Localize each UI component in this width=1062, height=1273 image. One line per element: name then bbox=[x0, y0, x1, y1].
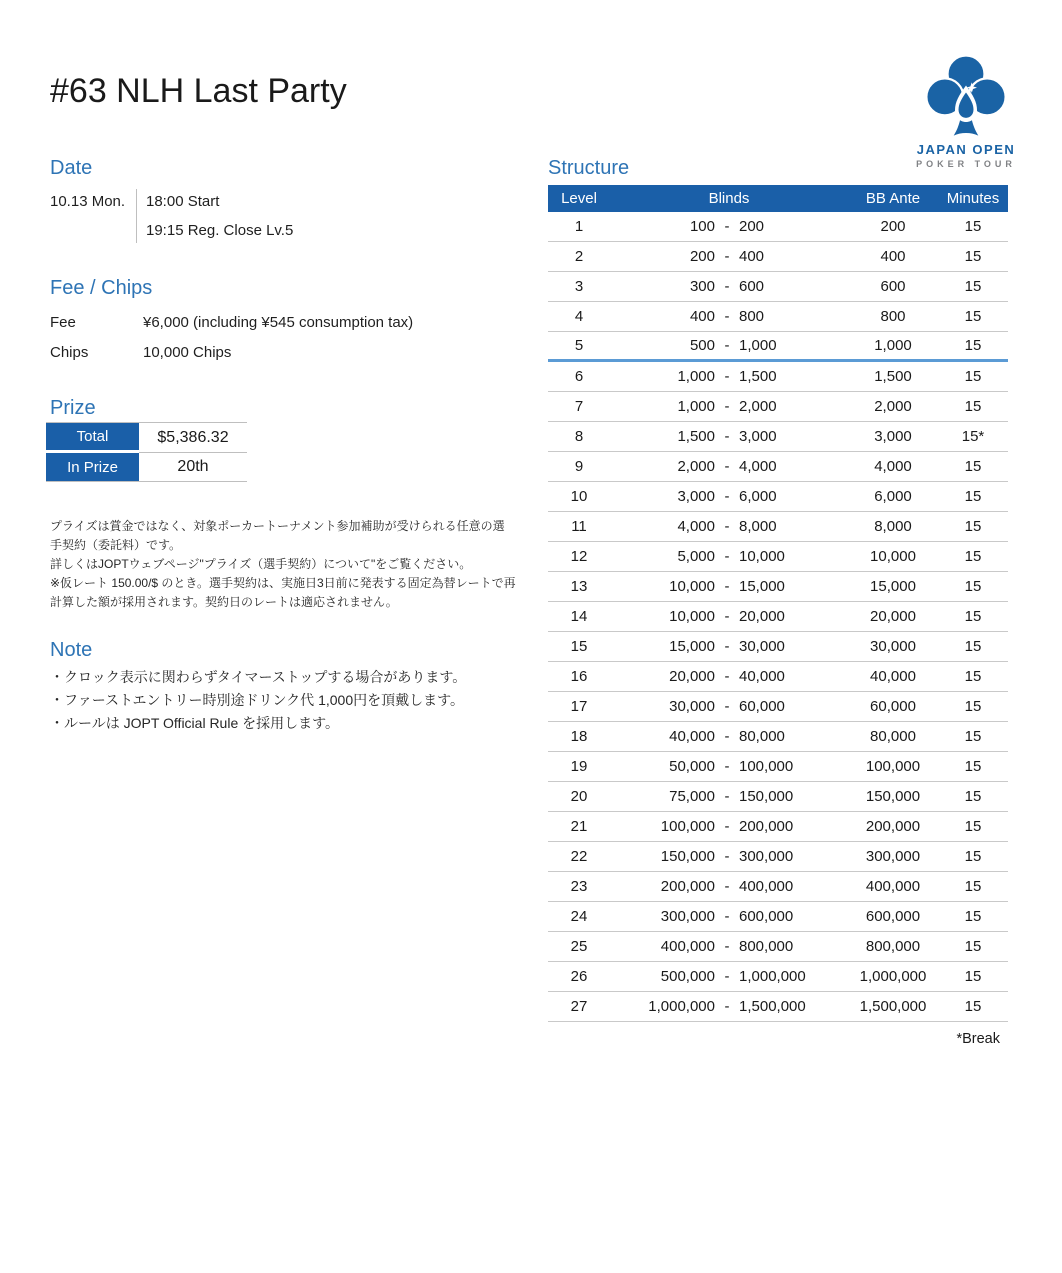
minutes-cell: 15 bbox=[964, 518, 982, 535]
blinds-cell bbox=[610, 968, 848, 985]
bb-value: 3,000 bbox=[739, 428, 777, 445]
ante-cell: 100,000 bbox=[865, 758, 921, 775]
ante-cell: 800,000 bbox=[865, 938, 921, 955]
note-item: ・ルールは JOPT Official Rule を採用します。 bbox=[50, 715, 340, 731]
blinds-cell bbox=[610, 308, 848, 325]
ante-cell: 200 bbox=[880, 218, 906, 235]
sb-value: 10,000 bbox=[669, 608, 715, 625]
minutes-cell: 15 bbox=[964, 818, 982, 835]
blinds-dash: - bbox=[724, 668, 730, 685]
table-row bbox=[548, 752, 1008, 782]
table-row bbox=[548, 572, 1008, 602]
bb-value: 400,000 bbox=[739, 878, 794, 895]
disclaimer-paragraph: 詳しくはJOPTウェブページ"プライズ（選手契約）について"をご覧ください。 bbox=[50, 557, 472, 571]
table-row bbox=[548, 842, 1008, 872]
table-row bbox=[548, 812, 1008, 842]
blinds-cell bbox=[610, 218, 848, 235]
blinds-dash: - bbox=[724, 938, 730, 955]
table-row bbox=[548, 992, 1008, 1022]
sb-value: 20,000 bbox=[669, 668, 715, 685]
level-cell: 23 bbox=[570, 878, 588, 895]
blinds-dash: - bbox=[724, 548, 730, 565]
ante-cell: 60,000 bbox=[870, 698, 916, 715]
table-row bbox=[548, 302, 1008, 332]
note-item: ・クロック表示に関わらずタイマーストップする場合があります。 bbox=[50, 669, 467, 685]
level-cell: 16 bbox=[570, 668, 588, 685]
level-cell: 21 bbox=[570, 818, 588, 835]
blinds-cell bbox=[610, 788, 848, 805]
level-cell: 20 bbox=[570, 788, 588, 805]
level-cell: 5 bbox=[574, 337, 584, 354]
sb-value: 10,000 bbox=[669, 578, 715, 595]
ante-cell: 10,000 bbox=[870, 548, 916, 565]
bb-value: 100,000 bbox=[739, 758, 794, 775]
disclaimer-paragraph: ※仮レート 150.00/$ のとき。選手契約は、実施日3日前に発表する固定為替レートで再計算した額が採用されます。契約日のレートは適応されません。 bbox=[50, 576, 516, 609]
blinds-cell bbox=[610, 548, 848, 565]
minutes-cell: 15 bbox=[964, 248, 982, 265]
blinds-dash: - bbox=[724, 308, 730, 325]
blinds-cell bbox=[610, 488, 848, 505]
bb-value: 30,000 bbox=[739, 638, 785, 655]
minutes-cell: 15 bbox=[964, 668, 982, 685]
level-cell: 7 bbox=[574, 398, 584, 415]
blinds-cell bbox=[610, 638, 848, 655]
minutes-cell: 15 bbox=[964, 578, 982, 595]
break-footnote: *Break bbox=[956, 1031, 1000, 1047]
prize-heading: Prize bbox=[50, 397, 96, 419]
blinds-cell bbox=[610, 818, 848, 835]
ante-cell: 600 bbox=[880, 278, 906, 295]
blinds-dash: - bbox=[724, 488, 730, 505]
ante-cell: 600,000 bbox=[865, 908, 921, 925]
level-cell: 11 bbox=[571, 518, 587, 535]
blinds-dash: - bbox=[724, 218, 730, 235]
reg-close-time: 19:15 Reg. Close Lv.5 bbox=[146, 222, 294, 239]
sb-value: 1,000 bbox=[677, 398, 715, 415]
sb-value: 1,000,000 bbox=[648, 998, 715, 1015]
bb-value: 8,000 bbox=[739, 518, 777, 535]
table-row bbox=[548, 902, 1008, 932]
ante-cell: 2,000 bbox=[874, 398, 912, 415]
bb-value: 40,000 bbox=[739, 668, 785, 685]
minutes-cell: 15 bbox=[964, 398, 982, 415]
blinds-cell bbox=[610, 998, 848, 1015]
disclaimer-paragraph: プライズは賞金ではなく、対象ポーカートーナメント参加補助が受けられる任意の選手契約（委託料）です。 bbox=[50, 519, 505, 552]
ante-cell: 6,000 bbox=[874, 488, 912, 505]
sb-value: 500 bbox=[689, 337, 715, 354]
page-title: #63 NLH Last Party bbox=[50, 72, 347, 110]
bb-value: 800,000 bbox=[739, 938, 794, 955]
minutes-cell: 15 bbox=[964, 337, 982, 354]
blinds-dash: - bbox=[724, 788, 730, 805]
structure-table-body bbox=[548, 212, 1008, 1022]
header-blinds: Blinds bbox=[708, 190, 750, 207]
minutes-cell: 15 bbox=[964, 548, 982, 565]
blinds-dash: - bbox=[724, 818, 730, 835]
table-row bbox=[548, 962, 1008, 992]
level-cell: 2 bbox=[574, 248, 584, 265]
blinds-cell bbox=[610, 848, 848, 865]
blinds-cell bbox=[610, 728, 848, 745]
ante-cell: 3,000 bbox=[874, 428, 912, 445]
ante-cell: 300,000 bbox=[865, 848, 921, 865]
minutes-cell: 15 bbox=[964, 218, 982, 235]
sb-value: 2,000 bbox=[677, 458, 715, 475]
blinds-cell bbox=[610, 398, 848, 415]
bb-value: 2,000 bbox=[739, 398, 777, 415]
bb-value: 1,000 bbox=[739, 337, 777, 354]
blinds-cell bbox=[610, 758, 848, 775]
blinds-dash: - bbox=[724, 518, 730, 535]
sb-value: 500,000 bbox=[660, 968, 715, 985]
minutes-cell: 15 bbox=[964, 278, 982, 295]
fee-row bbox=[50, 308, 413, 338]
header-minutes: Minutes bbox=[946, 190, 1000, 207]
structure-table-header bbox=[548, 185, 1008, 212]
level-cell: 12 bbox=[570, 548, 588, 565]
table-row bbox=[548, 602, 1008, 632]
level-cell: 8 bbox=[574, 428, 584, 445]
minutes-cell: 15 bbox=[964, 938, 982, 955]
blinds-cell bbox=[610, 337, 848, 354]
level-cell: 15 bbox=[570, 638, 588, 655]
table-row bbox=[548, 542, 1008, 572]
table-row bbox=[548, 392, 1008, 422]
level-cell: 6 bbox=[574, 368, 584, 385]
level-cell: 9 bbox=[574, 458, 584, 475]
level-cell: 1 bbox=[574, 218, 584, 235]
date-heading: Date bbox=[50, 157, 93, 179]
blinds-dash: - bbox=[724, 458, 730, 475]
ante-cell: 20,000 bbox=[870, 608, 916, 625]
table-row bbox=[548, 632, 1008, 662]
blinds-cell bbox=[610, 278, 848, 295]
level-cell: 3 bbox=[574, 278, 584, 295]
blinds-dash: - bbox=[724, 248, 730, 265]
ante-cell: 200,000 bbox=[865, 818, 921, 835]
table-row bbox=[548, 782, 1008, 812]
ante-cell: 1,500 bbox=[874, 368, 912, 385]
sb-value: 400 bbox=[689, 308, 715, 325]
blinds-dash: - bbox=[724, 428, 730, 445]
structure-table bbox=[548, 185, 1008, 1022]
sb-value: 100 bbox=[689, 218, 715, 235]
level-cell: 26 bbox=[570, 968, 588, 985]
sb-value: 3,000 bbox=[677, 488, 715, 505]
blinds-dash: - bbox=[724, 848, 730, 865]
fee-label: Fee bbox=[50, 314, 76, 331]
blinds-dash: - bbox=[724, 278, 730, 295]
bb-value: 600,000 bbox=[739, 908, 794, 925]
sb-value: 4,000 bbox=[677, 518, 715, 535]
bb-value: 1,500 bbox=[739, 368, 777, 385]
blinds-dash: - bbox=[724, 368, 730, 385]
date-day: 10.13 Mon. bbox=[50, 193, 126, 210]
ante-cell: 400,000 bbox=[865, 878, 921, 895]
bb-value: 4,000 bbox=[739, 458, 777, 475]
fee-chips-heading: Fee / Chips bbox=[50, 277, 153, 299]
ante-cell: 150,000 bbox=[865, 788, 921, 805]
table-row bbox=[548, 482, 1008, 512]
table-row bbox=[548, 662, 1008, 692]
blinds-dash: - bbox=[724, 728, 730, 745]
sb-value: 200 bbox=[689, 248, 715, 265]
sb-value: 300,000 bbox=[660, 908, 715, 925]
blinds-dash: - bbox=[724, 398, 730, 415]
blinds-dash: - bbox=[724, 908, 730, 925]
minutes-cell: 15 bbox=[964, 848, 982, 865]
minutes-cell: 15 bbox=[964, 368, 982, 385]
blinds-dash: - bbox=[724, 337, 730, 354]
bb-value: 600 bbox=[739, 278, 765, 295]
sb-value: 400,000 bbox=[660, 938, 715, 955]
blinds-cell bbox=[610, 518, 848, 535]
blinds-dash: - bbox=[724, 878, 730, 895]
table-row bbox=[548, 452, 1008, 482]
table-row bbox=[548, 872, 1008, 902]
bb-value: 200 bbox=[739, 218, 765, 235]
blinds-dash: - bbox=[724, 638, 730, 655]
sb-value: 100,000 bbox=[660, 818, 715, 835]
level-cell: 22 bbox=[570, 848, 588, 865]
bb-value: 800 bbox=[739, 308, 765, 325]
blinds-cell bbox=[610, 248, 848, 265]
minutes-cell: 15 bbox=[964, 638, 982, 655]
minutes-cell: 15 bbox=[964, 458, 982, 475]
sb-value: 150,000 bbox=[660, 848, 715, 865]
level-cell: 27 bbox=[570, 998, 588, 1015]
ante-cell: 800 bbox=[880, 308, 906, 325]
blinds-cell bbox=[610, 458, 848, 475]
minutes-cell: 15 bbox=[964, 968, 982, 985]
ante-cell: 1,000 bbox=[874, 337, 912, 354]
bb-value: 300,000 bbox=[739, 848, 794, 865]
sb-value: 50,000 bbox=[669, 758, 715, 775]
level-cell: 10 bbox=[570, 488, 588, 505]
level-cell: 18 bbox=[570, 728, 588, 745]
blinds-cell bbox=[610, 938, 848, 955]
note-list bbox=[50, 666, 520, 735]
bb-value: 200,000 bbox=[739, 818, 794, 835]
note-heading: Note bbox=[50, 639, 93, 661]
bb-value: 80,000 bbox=[739, 728, 785, 745]
bb-value: 20,000 bbox=[739, 608, 785, 625]
prize-inprize-value: 20th bbox=[139, 452, 247, 481]
date-block bbox=[50, 187, 293, 245]
prize-table bbox=[46, 422, 247, 482]
sb-value: 200,000 bbox=[660, 878, 715, 895]
start-time: 18:00 Start bbox=[146, 193, 220, 210]
ante-cell: 40,000 bbox=[870, 668, 916, 685]
bb-value: 400 bbox=[739, 248, 765, 265]
bb-value: 60,000 bbox=[739, 698, 785, 715]
minutes-cell: 15 bbox=[964, 698, 982, 715]
ante-cell: 8,000 bbox=[874, 518, 912, 535]
blinds-dash: - bbox=[724, 608, 730, 625]
minutes-cell: 15 bbox=[964, 878, 982, 895]
sb-value: 30,000 bbox=[669, 698, 715, 715]
prize-total-row bbox=[46, 423, 247, 452]
structure-heading: Structure bbox=[548, 157, 630, 179]
chips-value: 10,000 Chips bbox=[143, 344, 232, 361]
table-row bbox=[548, 212, 1008, 242]
prize-total-label: Total bbox=[46, 423, 139, 452]
table-row bbox=[548, 512, 1008, 542]
blinds-cell bbox=[610, 878, 848, 895]
header-bb-ante: BB Ante bbox=[865, 190, 921, 207]
blinds-cell bbox=[610, 578, 848, 595]
minutes-cell: 15 bbox=[964, 998, 982, 1015]
level-cell: 25 bbox=[570, 938, 588, 955]
minutes-cell: 15 bbox=[964, 308, 982, 325]
blinds-dash: - bbox=[724, 698, 730, 715]
club-drop-icon bbox=[922, 52, 1010, 140]
sb-value: 5,000 bbox=[677, 548, 715, 565]
ante-cell: 1,000,000 bbox=[859, 968, 927, 985]
ante-cell: 30,000 bbox=[870, 638, 916, 655]
sb-value: 1,500 bbox=[677, 428, 715, 445]
ante-cell: 4,000 bbox=[874, 458, 912, 475]
bb-value: 150,000 bbox=[739, 788, 794, 805]
date-times bbox=[137, 187, 293, 245]
fee-value: ¥6,000 (including ¥545 consumption tax) bbox=[143, 314, 414, 331]
sb-value: 15,000 bbox=[669, 638, 715, 655]
ante-cell: 1,500,000 bbox=[859, 998, 927, 1015]
prize-inprize-label: In Prize bbox=[46, 452, 139, 481]
sb-value: 75,000 bbox=[669, 788, 715, 805]
jopt-logo bbox=[906, 52, 1026, 169]
table-row bbox=[548, 332, 1008, 362]
blinds-cell bbox=[610, 698, 848, 715]
blinds-dash: - bbox=[724, 578, 730, 595]
minutes-cell: 15 bbox=[964, 728, 982, 745]
blinds-cell bbox=[610, 668, 848, 685]
table-row bbox=[548, 722, 1008, 752]
sb-value: 40,000 bbox=[669, 728, 715, 745]
level-cell: 19 bbox=[570, 758, 588, 775]
prize-total-value: $5,386.32 bbox=[157, 428, 229, 446]
header-level: Level bbox=[561, 190, 597, 207]
ante-cell: 80,000 bbox=[870, 728, 916, 745]
note-item: ・ファーストエントリー時別途ドリンク代 1,000円を頂戴します。 bbox=[50, 692, 464, 708]
table-row bbox=[548, 932, 1008, 962]
table-row bbox=[548, 242, 1008, 272]
minutes-cell: 15 bbox=[964, 758, 982, 775]
bb-value: 10,000 bbox=[739, 548, 785, 565]
level-cell: 17 bbox=[570, 698, 588, 715]
bb-value: 1,500,000 bbox=[739, 998, 806, 1015]
level-cell: 13 bbox=[570, 578, 588, 595]
minutes-cell: 15 bbox=[964, 908, 982, 925]
ante-cell: 15,000 bbox=[870, 578, 916, 595]
logo-text-poker-tour: POKER TOUR bbox=[916, 159, 1016, 169]
table-row bbox=[548, 362, 1008, 392]
bb-value: 6,000 bbox=[739, 488, 777, 505]
chips-row bbox=[50, 338, 413, 368]
minutes-cell: 15 bbox=[964, 788, 982, 805]
logo-text-japan-open: JAPAN OPEN bbox=[916, 142, 1016, 157]
prize-inprize-row bbox=[46, 452, 247, 481]
blinds-cell bbox=[610, 608, 848, 625]
table-row bbox=[548, 692, 1008, 722]
fee-chips-block bbox=[50, 308, 413, 368]
blinds-cell bbox=[610, 908, 848, 925]
minutes-cell: 15 bbox=[964, 608, 982, 625]
level-cell: 14 bbox=[570, 608, 588, 625]
table-row bbox=[548, 272, 1008, 302]
blinds-dash: - bbox=[724, 968, 730, 985]
level-cell: 24 bbox=[570, 908, 588, 925]
bb-value: 1,000,000 bbox=[739, 968, 806, 985]
sb-value: 300 bbox=[689, 278, 715, 295]
ante-cell: 400 bbox=[880, 248, 906, 265]
level-cell: 4 bbox=[574, 308, 584, 325]
table-row bbox=[548, 422, 1008, 452]
prize-disclaimer bbox=[50, 517, 516, 612]
blinds-cell bbox=[610, 428, 848, 445]
chips-label: Chips bbox=[50, 344, 89, 361]
sb-value: 1,000 bbox=[677, 368, 715, 385]
blinds-dash: - bbox=[724, 998, 730, 1015]
minutes-cell: 15* bbox=[961, 428, 985, 445]
minutes-cell: 15 bbox=[964, 488, 982, 505]
blinds-dash: - bbox=[724, 758, 730, 775]
bb-value: 15,000 bbox=[739, 578, 785, 595]
blinds-cell bbox=[610, 368, 848, 385]
